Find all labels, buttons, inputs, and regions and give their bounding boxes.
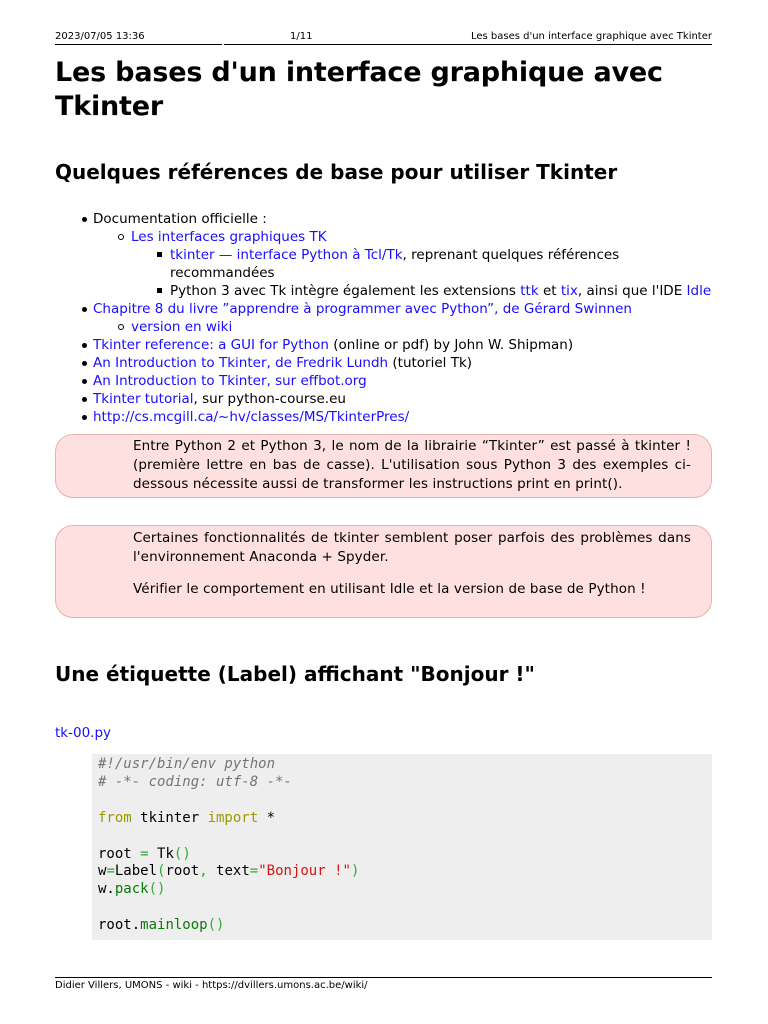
idle-link[interactable]: Idle xyxy=(686,283,712,299)
chapitre-8-link[interactable]: Chapitre 8 du livre ”apprendre à programmer avec Python”, de Gérard Swinnen xyxy=(93,301,632,317)
code-operator: , xyxy=(199,863,208,880)
header-rule-right xyxy=(224,44,712,45)
code-comment: #!/usr/bin/env python xyxy=(98,756,276,772)
footer-text: Didier Villers, UMONS - wiki - https://dvillers.umons.ac.be/wiki/ xyxy=(55,980,368,991)
code-operator: ( xyxy=(157,863,166,880)
code-block xyxy=(92,754,712,940)
tkinter-tutorial-suffix: , sur python-course.eu xyxy=(193,391,346,407)
code-token: text xyxy=(207,863,250,880)
list-item xyxy=(55,210,712,300)
code-token: root. xyxy=(98,917,141,934)
code-keyword: from xyxy=(98,809,132,826)
interfaces-graphiques-link[interactable]: Les interfaces graphiques TK xyxy=(131,229,327,245)
code-token: tkinter xyxy=(131,809,208,826)
tkinter-doc-link[interactable]: tkinter — interface Python à Tcl/Tk xyxy=(170,247,403,263)
tkinter-tutorial-link[interactable]: Tkinter tutorial xyxy=(93,391,194,407)
note-text: Entre Python 2 et Python 3, le nom de la librairie “Tkinter” est passé à tkinter ! (première lettre en bas de casse). L'utilisation sous Python 3 des exemples ci-dessous nécessite aussi de transformer les instructions print en print(). xyxy=(133,438,691,492)
page-content xyxy=(55,56,712,934)
page-number: 1/11 xyxy=(290,31,313,42)
code-token: root xyxy=(98,845,141,862)
code-operator: = xyxy=(106,863,115,880)
list-item xyxy=(55,390,712,408)
code-token: Tk xyxy=(148,845,174,862)
code-token: w xyxy=(98,863,107,880)
print-datetime: 2023/07/05 13:36 xyxy=(55,31,145,42)
tix-link[interactable]: tix xyxy=(560,283,578,299)
list-item xyxy=(55,354,712,372)
code-token: * xyxy=(258,809,276,826)
code-keyword: import xyxy=(207,809,259,826)
list-item xyxy=(55,372,712,390)
ide-text: , ainsi que l'IDE xyxy=(577,283,687,299)
code-token: root xyxy=(165,863,200,880)
section-heading-references: Quelques références de base pour utiliser Tkinter xyxy=(55,160,618,184)
tkinter-reference-link[interactable]: Tkinter reference: a GUI for Python xyxy=(93,337,329,353)
code-operator: () xyxy=(173,845,191,862)
tkinter-doc-suffix: , reprenant quelques références recommandées xyxy=(170,247,620,281)
code-string: "Bonjour !" xyxy=(258,863,351,880)
footer-rule xyxy=(55,977,712,978)
code-operator: () xyxy=(207,917,225,934)
code-operator: ) xyxy=(350,863,360,880)
note-box-python-versions xyxy=(55,434,712,498)
ttk-link[interactable]: ttk xyxy=(520,283,539,299)
et-text: et xyxy=(538,283,561,299)
file-download-link[interactable]: tk-00.py xyxy=(55,725,112,741)
intro-effbot-link[interactable]: An Introduction to Tkinter, sur effbot.org xyxy=(93,373,367,389)
tkinter-reference-suffix: (online or pdf) by John W. Shipman) xyxy=(328,337,574,353)
list-item xyxy=(55,408,712,426)
note-text: Certaines fonctionnalités de tkinter semblent poser parfois des problèmes dans l'environnement Anaconda + Spyder. xyxy=(133,530,691,565)
list-item xyxy=(131,246,712,282)
note-text: Vérifier le comportement en utilisant Idle et la version de base de Python ! xyxy=(133,581,646,597)
list-item xyxy=(131,282,712,300)
code-operator: = xyxy=(140,845,149,862)
py3-text: Python 3 avec Tk intègre également les extensions xyxy=(170,283,521,299)
note-box-anaconda xyxy=(55,525,712,618)
wiki-version-link[interactable]: version en wiki xyxy=(131,319,233,335)
page-header xyxy=(55,31,712,45)
references-list xyxy=(55,210,712,426)
page-footer xyxy=(55,977,712,991)
intro-lundh-link[interactable]: An Introduction to Tkinter, de Fredrik Lundh xyxy=(93,355,389,371)
code-operator: () xyxy=(148,881,166,898)
code-token: Label xyxy=(114,863,158,880)
list-item xyxy=(55,300,712,336)
code-operator: = xyxy=(249,863,259,880)
header-doc-title: Les bases d'un interface graphique avec Tkinter xyxy=(470,31,712,42)
mcgill-link[interactable]: http://cs.mcgill.ca/~hv/classes/MS/TkinterPres/ xyxy=(93,409,410,425)
page-title: Les bases d'un interface graphique avec Tkinter xyxy=(55,57,663,122)
code-method: pack xyxy=(114,881,149,898)
list-item xyxy=(93,318,712,336)
list-item xyxy=(93,228,712,300)
code-token: w. xyxy=(98,881,115,898)
doc-officielle-label: Documentation officielle : xyxy=(93,211,267,227)
code-method: mainloop xyxy=(140,917,208,934)
section-heading-label: Une étiquette (Label) affichant "Bonjour !" xyxy=(55,662,535,686)
list-item xyxy=(55,336,712,354)
intro-lundh-suffix: (tutoriel Tk) xyxy=(388,355,473,371)
header-rule-left xyxy=(55,44,222,45)
code-comment: # -*- coding: utf-8 -*- xyxy=(98,773,292,790)
